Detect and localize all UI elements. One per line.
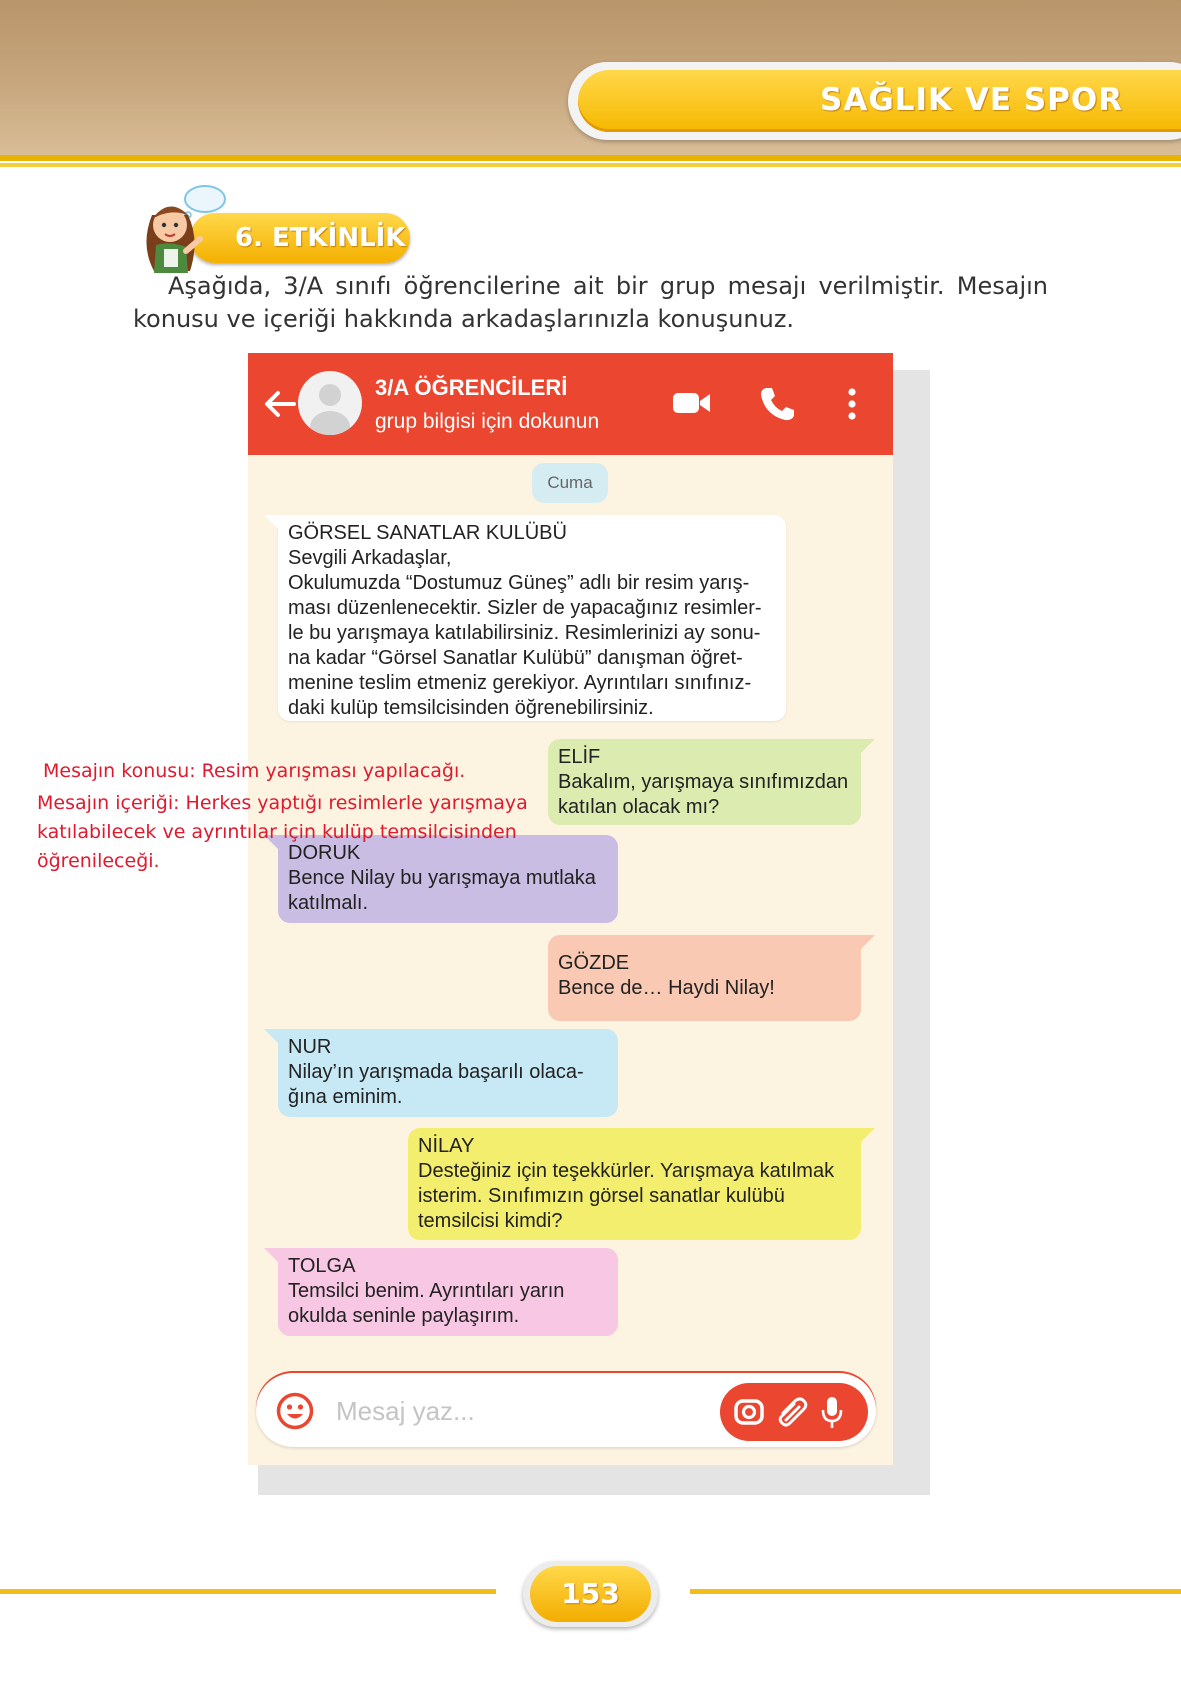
page-number: 153 xyxy=(530,1566,651,1622)
paperclip-icon[interactable] xyxy=(774,1394,810,1430)
message-text: Bence de… Haydi Nilay! xyxy=(558,977,775,999)
chat-message xyxy=(548,935,861,1021)
user-silhouette-icon xyxy=(298,371,362,435)
message-sender: DORUK xyxy=(288,842,361,864)
chat-message xyxy=(278,835,618,923)
chat-message xyxy=(408,1128,861,1240)
chat-header xyxy=(248,353,893,455)
annotation-content-line3: öğrenileceği. xyxy=(37,850,160,872)
camera-icon[interactable] xyxy=(734,1398,764,1426)
message-text: Sevgili Arkadaşlar, Okulumuzda “Dostumuz Güneş” adlı bir resim yarış- ması düzenlenecektir. Sizler de yapacağınız resimler- le bu yarışmaya katılabilirsiniz. Resimlerinizi ay sonu- na kadar “Görsel Sanatlar Kulübü” danışman öğret- menine teslim etmeniz gerekiyor. Ayrıntıları sınıfınız- daki kulüp temsilcisinden öğrenebilirsiniz. xyxy=(288,547,762,719)
message-sender: NUR xyxy=(288,1036,332,1058)
annotation-topic: Mesajın konusu: Resim yarışması yapılacağı. xyxy=(43,760,466,782)
unit-title: SAĞLIK VE SPOR xyxy=(820,82,1124,118)
back-arrow-icon[interactable] xyxy=(262,389,298,419)
chat-message xyxy=(278,515,786,721)
message-sender: GÖZDE xyxy=(558,952,630,974)
chat-message xyxy=(548,739,861,825)
group-info-hint[interactable]: grup bilgisi için dokunun xyxy=(375,410,600,433)
header-divider xyxy=(0,155,1181,161)
annotation-content-line1: Mesajın içeriği: Herkes yaptığı resimlerle yarışmaya xyxy=(37,792,528,814)
message-text: Bakalım, yarışmaya sınıfımızdan katılan olacak mı? xyxy=(558,771,849,818)
microphone-icon[interactable] xyxy=(820,1395,844,1431)
chat-screen xyxy=(248,353,893,1465)
emoji-icon[interactable] xyxy=(276,1392,314,1430)
message-sender: NİLAY xyxy=(418,1135,475,1157)
message-sender: ELİF xyxy=(558,746,601,768)
message-text: Desteğiniz için teşekkürler. Yarışmaya katılmak isterim. Sınıfımızın görsel sanatlar kulübü temsilcisi kimdi? xyxy=(418,1160,835,1232)
video-call-icon[interactable] xyxy=(672,389,712,417)
chat-message xyxy=(278,1248,618,1336)
annotation-content-line2: katılabilecek ve ayrıntılar için kulüp temsilcisinden xyxy=(37,821,517,843)
footer-line-right xyxy=(690,1589,1181,1594)
message-sender: TOLGA xyxy=(288,1255,356,1277)
chat-message xyxy=(278,1029,618,1117)
message-input[interactable] xyxy=(334,1387,668,1435)
footer-line-left xyxy=(0,1589,496,1594)
message-text: Temsilci benim. Ayrıntıları yarın okulda seninle paylaşırım. xyxy=(288,1280,565,1327)
group-name[interactable]: 3/A ÖĞRENCİLERİ xyxy=(375,375,568,400)
header-divider-thin xyxy=(0,163,1181,167)
more-options-icon[interactable] xyxy=(846,387,858,421)
group-avatar[interactable] xyxy=(298,371,362,435)
message-composer xyxy=(256,1373,876,1447)
activity-instructions: Aşağıda, 3/A sınıfı öğrencilerine ait bir grup mesajı verilmiştir. Mesajın konusu ve içeriği hakkında arkadaşlarınızla konuşunuz. xyxy=(133,272,1048,333)
message-text: Nilay’ın yarışmada başarılı olaca- ğına eminim. xyxy=(288,1061,584,1108)
message-text: Bence Nilay bu yarışmaya mutlaka katılmalı. xyxy=(288,867,596,914)
activity-title: 6. ETKİNLİK xyxy=(235,223,406,253)
attachment-actions xyxy=(720,1383,868,1441)
phone-call-icon[interactable] xyxy=(758,385,796,423)
date-separator: Cuma xyxy=(532,463,608,503)
girl-mascot-icon xyxy=(130,185,230,275)
message-sender: GÖRSEL SANATLAR KULÜBÜ xyxy=(288,522,567,544)
